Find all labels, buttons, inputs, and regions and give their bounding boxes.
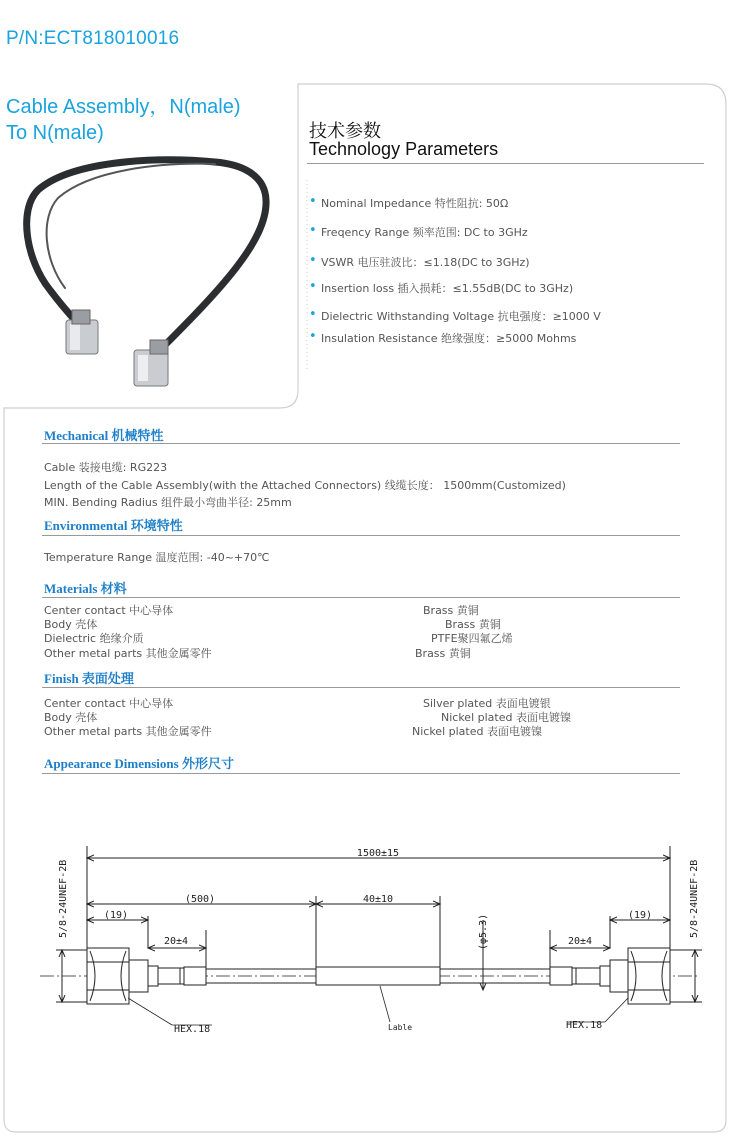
fin-value-center: Silver plated 表面电镀银 — [423, 697, 551, 710]
fin-value-body: Nickel plated 表面电镀镍 — [441, 711, 571, 724]
mat-value-body: Brass 黄铜 — [445, 618, 501, 631]
fin-part-body: Body 壳体 — [44, 711, 98, 724]
mech-cable: Cable 装接电缆: RG223 — [44, 461, 168, 474]
fin-part-center: Center contact 中心导体 — [44, 697, 174, 710]
param-insertion-loss: • Insertion loss 插入损耗：≤1.55dB(DC to 3GHz) — [311, 280, 573, 296]
mech-length: Length of the Cable Assembly(with the Attached Connectors) 线缆长度： 1500mm(Customized) — [44, 479, 566, 492]
dim-500: (500) — [184, 894, 216, 905]
section-appearance-divider — [42, 773, 680, 774]
param-vswr: • VSWR 电压驻波比：≤1.18(DC to 3GHz) — [311, 254, 530, 270]
part-number: P/N:ECT818010016 — [6, 28, 180, 49]
param-insulation: • Insulation Resistance 绝缘强度：≥5000 Mohms — [311, 330, 576, 346]
section-environmental-divider — [42, 535, 680, 536]
section-finish-divider — [42, 687, 680, 688]
thread-left: 5/8-24UNEF-2B — [58, 859, 69, 938]
cable-label: Lable — [388, 1023, 413, 1032]
hex-right: HEX.18 — [566, 1020, 603, 1031]
dim-overall: 1500±15 — [356, 848, 400, 859]
mat-part-other: Other metal parts 其他金属零件 — [44, 647, 212, 660]
fin-part-other: Other metal parts 其他金属零件 — [44, 725, 212, 738]
section-environmental-heading: Environmental 环境特性 — [44, 518, 183, 533]
param-voltage: • Dielectric Withstanding Voltage 抗电强度：≥1000 V — [311, 308, 601, 324]
env-temperature: Temperature Range 温度范围: -40~+70℃ — [44, 551, 270, 564]
param-frequency: • Freqency Range 频率范围: DC to 3GHz — [311, 224, 528, 240]
dimension-drawing — [0, 820, 730, 1050]
mat-value-other: Brass 黄铜 — [415, 647, 471, 660]
section-materials-divider — [42, 597, 680, 598]
mat-part-center: Center contact 中心导体 — [44, 604, 174, 617]
connector-right-icon — [134, 340, 168, 386]
section-mechanical-divider — [42, 443, 680, 444]
thread-right: 5/8-24UNEF-2B — [689, 859, 700, 938]
hex-left: HEX.18 — [174, 1024, 211, 1035]
product-title — [6, 94, 241, 146]
dim-diameter: (φ5.3) — [478, 913, 489, 950]
mat-part-body: Body 壳体 — [44, 618, 98, 631]
param-impedance: • Nominal Impedance 特性阻抗: 50Ω — [311, 195, 508, 211]
dim-left-20: 20±4 — [163, 936, 189, 947]
dim-right-19: (19) — [627, 910, 653, 921]
dim-left-19: (19) — [103, 910, 129, 921]
drawing-connector-left-icon — [87, 948, 206, 1004]
product-title-line1: Cable Assembly，N(male) — [6, 96, 241, 118]
section-materials-heading: Materials 材料 — [44, 581, 127, 596]
tech-divider — [307, 163, 704, 164]
section-mechanical-heading: Mechanical 机械特性 — [44, 428, 164, 443]
fin-value-other: Nickel plated 表面电镀镍 — [412, 725, 542, 738]
mat-value-dielectric: PTFE聚四氟乙烯 — [431, 632, 513, 645]
cable-photo — [10, 150, 280, 400]
tech-title-zh: 技术参数 — [309, 121, 381, 142]
params-dotted-rule — [305, 180, 309, 370]
section-finish-heading: Finish 表面处理 — [44, 671, 134, 686]
section-appearance-heading: Appearance Dimensions 外形尺寸 — [44, 756, 234, 771]
mat-part-dielectric: Dielectric 绝缘介质 — [44, 632, 144, 645]
dim-right-20: 20±4 — [567, 936, 593, 947]
drawing-connector-right-icon — [550, 948, 670, 1004]
mech-bend-radius: MIN. Bending Radius 组件最小弯曲半径: 25mm — [44, 496, 292, 509]
dim-40: 40±10 — [362, 894, 394, 905]
product-title-line2: To N(male) — [6, 122, 104, 144]
mat-value-center: Brass 黄铜 — [423, 604, 479, 617]
tech-title-en: Technology Parameters — [309, 139, 499, 159]
